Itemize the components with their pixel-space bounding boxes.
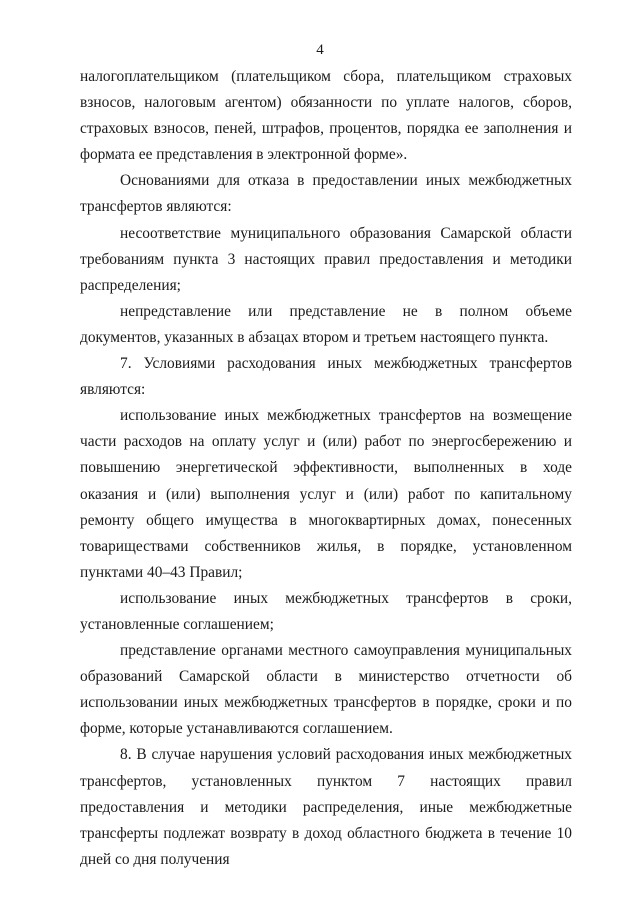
paragraph-item-7-heading: 7. Условиями расходования иных межбюджетных трансфертов являются: (80, 355, 572, 399)
paragraph-item-8: 8. В случае нарушения условий расходования иных межбюджетных трансфертов, установленных пунктом 7 настоящих правил предоставления и методики распределения, иные межбюджетные трансферты подлежат возврату в доход областного бюджета в течение 10 дней со дня получения (80, 746, 572, 868)
paragraph-noncompliance: несоответствие муниципального образования Самарской области требованиям пункта 3 настоящих правил предоставления и методики распределения; (80, 224, 572, 294)
paragraph-incomplete-documents: непредставление или представление не в полном объеме документов, указанных в абзацах втором и третьем настоящего пункта. (80, 302, 572, 346)
page-number: 4 (316, 42, 324, 58)
paragraph-item-7-use-deadlines: использование иных межбюджетных трансфертов в сроки, установленные соглашением; (80, 589, 572, 633)
paragraph-item-7-use-reimbursement: использование иных межбюджетных трансфертов на возмещение части расходов на оплату услуг и (или) работ по энергосбережению и повышению энергетической эффективности, выполненных в ходе оказания и (или) выполнения услуг и (или) работ по капитальному ремонту общего имущества в многоквартирных домах, понесенных товариществами собственников жилья, в порядке, установленном пунктами 40–43 Правил; (80, 407, 572, 581)
paragraph-item-7-reporting: представление органами местного самоуправления муниципальных образований Самарской области в министерство отчетности об использовании иных межбюджетных трансфертов в порядке, сроки и по форме, которые устанавливаются соглашением. (80, 642, 572, 738)
paragraph-continuation: налогоплательщиком (плательщиком сбора, плательщиком страховых взносов, налоговым агентом) обязанности по уплате налогов, сборов, страховых взносов, пеней, штрафов, процентов, порядка ее заполнения и формата ее представления в электронной форме». (80, 68, 572, 164)
paragraph-refusal-grounds: Основаниями для отказа в предоставлении иных межбюджетных трансфертов являются: (80, 172, 572, 216)
document-body (80, 64, 572, 873)
